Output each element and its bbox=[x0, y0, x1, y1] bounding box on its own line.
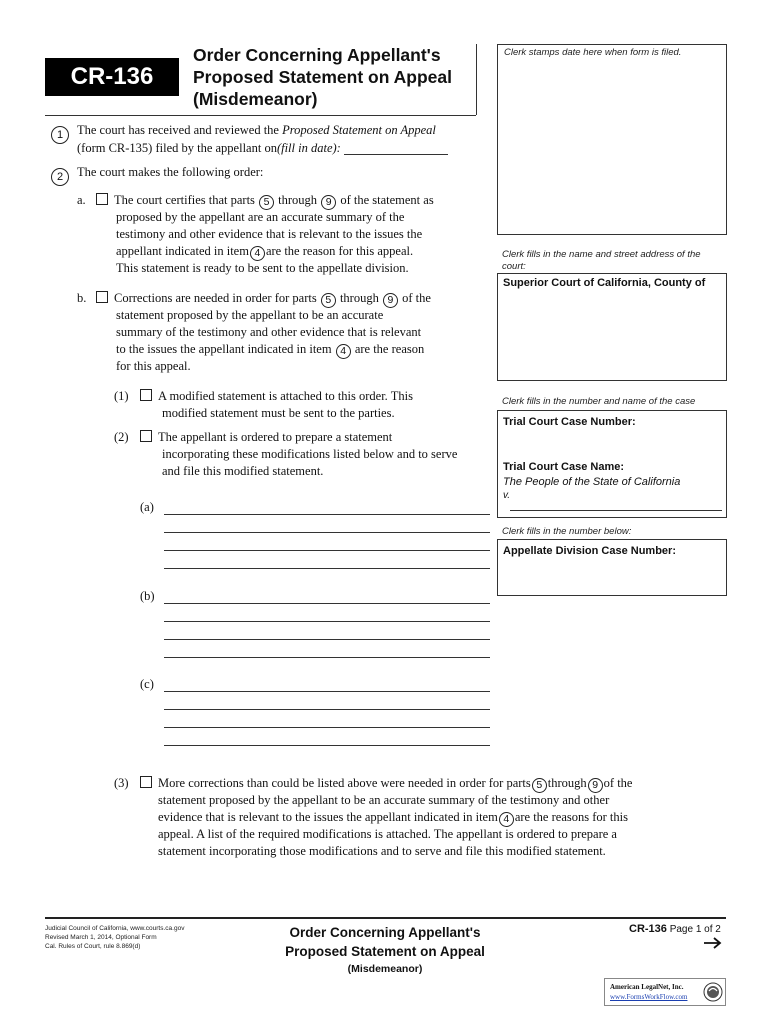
item-1-text: The court has received and reviewed the bbox=[77, 123, 283, 137]
sub-3-text: More corrections than could be listed above were needed in order for parts bbox=[158, 776, 531, 790]
footer-source-line-1: Judicial Council of California, www.courts.ca.gov bbox=[45, 925, 185, 932]
sub-3-text: are the reasons for this bbox=[514, 810, 628, 824]
footer-form-number: CR-136 bbox=[629, 923, 667, 935]
sub-1-line-1 bbox=[140, 388, 413, 406]
modification-c-line-2[interactable] bbox=[164, 709, 490, 710]
item-2b-line-4 bbox=[116, 341, 424, 359]
item-2a-line-5: This statement is ready to be sent to the appellate division. bbox=[116, 261, 409, 275]
publisher-link[interactable]: www.FormsWorkFlow.com bbox=[610, 993, 688, 1001]
defendant-name-line[interactable] bbox=[510, 510, 722, 511]
modification-c-line-4[interactable] bbox=[164, 745, 490, 746]
court-name-instructions: Clerk fills in the name and street address of the court: bbox=[502, 249, 701, 272]
form-number-badge: CR-136 bbox=[45, 58, 179, 96]
sub-2-text: The appellant is ordered to prepare a statement bbox=[158, 430, 393, 444]
footer-subtitle: (Misdemeanor) bbox=[347, 963, 423, 975]
modification-a-label: (a) bbox=[140, 500, 154, 514]
item-2b-text: are the reason bbox=[354, 342, 425, 356]
item-ref-circle: 4 bbox=[336, 344, 351, 359]
through-text: through bbox=[278, 193, 318, 207]
modification-a-line-1[interactable] bbox=[164, 514, 490, 515]
sub-3-text: of the bbox=[603, 776, 633, 790]
item-2-number: 2 bbox=[51, 168, 69, 186]
header-vertical-divider bbox=[476, 44, 477, 115]
sub-1-text: A modified statement is attached to this order. This bbox=[158, 389, 413, 403]
case-name-value: The People of the State of California bbox=[503, 476, 681, 488]
footer-title bbox=[255, 923, 515, 961]
form-title bbox=[193, 44, 483, 110]
clerk-stamp-box[interactable] bbox=[497, 44, 727, 235]
sub-2-line-2: incorporating these modifications listed below and to serve bbox=[162, 447, 458, 461]
part-ref-circle: 9 bbox=[588, 778, 603, 793]
item-1-date-prompt: (fill in date): bbox=[276, 141, 341, 155]
item-2b-text: of the bbox=[402, 291, 431, 305]
part-ref-circle: 9 bbox=[383, 293, 398, 308]
part-ref-circle: 5 bbox=[259, 195, 274, 210]
item-2b-line-2: statement proposed by the appellant to be an accurate bbox=[116, 308, 384, 322]
item-1-form-name: Proposed Statement on Appeal bbox=[282, 123, 436, 137]
item-2b-line-1 bbox=[96, 290, 431, 308]
footer-title-line-2: Proposed Statement on Appeal bbox=[285, 944, 485, 959]
header-divider bbox=[45, 115, 476, 116]
modification-b-line-1[interactable] bbox=[164, 603, 490, 604]
item-2a-line-2: proposed by the appellant are an accurate summary of the bbox=[116, 210, 405, 224]
item-2b-line-5: for this appeal. bbox=[116, 359, 191, 373]
trial-case-box[interactable] bbox=[497, 410, 727, 518]
sub-3-line-1 bbox=[140, 775, 632, 793]
modification-b-line-3[interactable] bbox=[164, 639, 490, 640]
appellate-case-number-label: Appellate Division Case Number: bbox=[503, 545, 676, 557]
sub-2-label: (2) bbox=[114, 430, 129, 444]
footer-divider bbox=[45, 917, 726, 919]
item-1-line-1 bbox=[77, 122, 436, 140]
sub-3-text: evidence that is relevant to the issues the appellant indicated in item bbox=[158, 810, 498, 824]
next-page-arrow-icon[interactable] bbox=[703, 936, 723, 955]
title-line-3: (Misdemeanor) bbox=[193, 89, 318, 109]
item-2a-text: are the reason for this appeal. bbox=[265, 244, 414, 258]
modification-a-line-2[interactable] bbox=[164, 532, 490, 533]
sub-3-line-3 bbox=[158, 809, 628, 827]
modification-a-line-4[interactable] bbox=[164, 568, 490, 569]
sub-3-label: (3) bbox=[114, 776, 129, 790]
case-instructions: Clerk fills in the number and name of the case bbox=[502, 396, 696, 407]
item-2b-line-3: summary of the testimony and other evidence that is relevant bbox=[116, 325, 422, 339]
title-line-2: Proposed Statement on Appeal bbox=[193, 67, 452, 87]
sub-3-line-4: appeal. A list of the required modifications is attached. The appellant is ordered to prepare a bbox=[158, 827, 617, 841]
sub-2-line-1 bbox=[140, 429, 392, 447]
appellate-instructions: Clerk fills in the number below: bbox=[502, 526, 632, 537]
clerk-stamp-label: Clerk stamps date here when form is filed. bbox=[504, 47, 682, 58]
item-1-text-2: (form CR-135) filed by the appellant on bbox=[77, 141, 277, 155]
sub-1-label: (1) bbox=[114, 389, 129, 403]
item-2b-letter: b. bbox=[77, 291, 87, 305]
modification-c-line-1[interactable] bbox=[164, 691, 490, 692]
part-ref-circle: 5 bbox=[532, 778, 547, 793]
sub-2-checkbox[interactable] bbox=[140, 430, 152, 442]
footer-source-line-2: Revised March 1, 2014, Optional Form bbox=[45, 934, 157, 941]
trial-case-name-label: Trial Court Case Name: bbox=[503, 461, 625, 473]
item-2b-text: to the issues the appellant indicated in item bbox=[116, 342, 332, 356]
modification-c-label: (c) bbox=[140, 677, 154, 691]
title-line-1: Order Concerning Appellant's bbox=[193, 45, 441, 65]
item-1-number: 1 bbox=[51, 126, 69, 144]
item-2a-checkbox[interactable] bbox=[96, 193, 108, 205]
item-2-text: The court makes the following order: bbox=[77, 165, 264, 179]
publisher-stamp bbox=[604, 978, 726, 1006]
court-name-box[interactable] bbox=[497, 273, 727, 381]
sub-2-line-3: and file this modified statement. bbox=[162, 464, 324, 478]
modification-b-line-2[interactable] bbox=[164, 621, 490, 622]
through-text: through bbox=[547, 776, 587, 790]
item-2a-letter: a. bbox=[77, 193, 86, 207]
publisher-name: American LegalNet, Inc. bbox=[610, 983, 684, 991]
item-2a-text: The court certifies that parts bbox=[114, 193, 255, 207]
footer-source-line-3: Cal. Rules of Court, rule 8.869(d) bbox=[45, 943, 141, 950]
page-count: Page 1 of 2 bbox=[669, 924, 721, 935]
item-ref-circle: 4 bbox=[499, 812, 514, 827]
item-2a-line-3: testimony and other evidence that is relevant to the issues the bbox=[116, 227, 423, 241]
court-name-title: Superior Court of California, County of bbox=[503, 277, 706, 289]
modification-a-line-3[interactable] bbox=[164, 550, 490, 551]
sub-3-checkbox[interactable] bbox=[140, 776, 152, 788]
part-ref-circle: 9 bbox=[321, 195, 336, 210]
footer-title-line-1: Order Concerning Appellant's bbox=[289, 925, 481, 940]
item-2a-text: appellant indicated in item bbox=[116, 244, 249, 258]
publisher-logo-icon bbox=[703, 982, 723, 1007]
versus-label: v. bbox=[503, 490, 511, 501]
item-ref-circle: 4 bbox=[250, 246, 265, 261]
sub-3-line-2: statement proposed by the appellant to be an accurate summary of the testimony and other bbox=[158, 793, 610, 807]
through-text: through bbox=[339, 291, 379, 305]
publisher-text bbox=[610, 982, 687, 1002]
sub-1-line-2: modified statement must be sent to the parties. bbox=[162, 406, 395, 420]
trial-case-number-label: Trial Court Case Number: bbox=[503, 416, 636, 428]
item-2b-text: Corrections are needed in order for parts bbox=[114, 291, 317, 305]
item-2b-checkbox[interactable] bbox=[96, 291, 108, 303]
sub-1-checkbox[interactable] bbox=[140, 389, 152, 401]
item-2a-line-4 bbox=[116, 243, 413, 261]
appellate-case-box[interactable] bbox=[497, 539, 727, 596]
modification-b-label: (b) bbox=[140, 589, 155, 603]
sub-3-line-5: statement incorporating those modifications and to serve and file this modified statement. bbox=[158, 844, 606, 858]
filing-date-field[interactable] bbox=[344, 142, 448, 155]
modification-b-line-4[interactable] bbox=[164, 657, 490, 658]
part-ref-circle: 5 bbox=[321, 293, 336, 308]
item-2a-line-1 bbox=[96, 192, 434, 210]
item-1-line-2 bbox=[77, 140, 448, 158]
page-number bbox=[629, 923, 721, 935]
item-2a-text: of the statement as bbox=[340, 193, 434, 207]
footer-source bbox=[45, 924, 184, 951]
modification-c-line-3[interactable] bbox=[164, 727, 490, 728]
